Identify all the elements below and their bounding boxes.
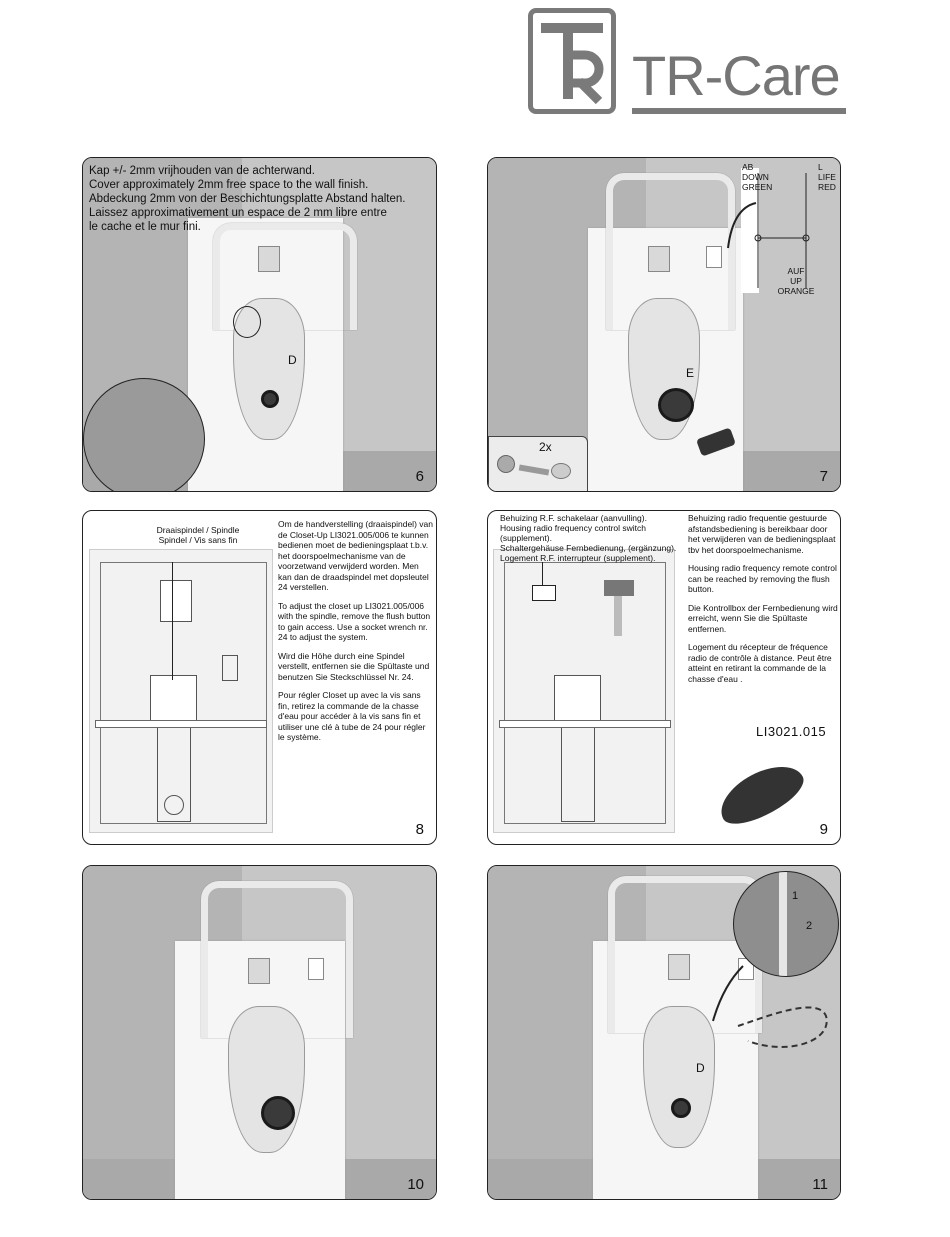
switch-auf: AUF xyxy=(787,266,805,276)
caption-line-5: le cache et le mur fini. xyxy=(89,221,201,233)
zoom-circle xyxy=(233,306,261,338)
step-number: 6 xyxy=(415,468,424,485)
paragraph-fr: Logement du récepteur de fréquence radio de contrôle à distance. Peut être atteint en retirant la commande de la chasse d'eau . xyxy=(688,642,832,684)
paragraph-en: Housing radio frequency remote control can be reached by removing the flush button. xyxy=(688,563,837,594)
switch-red: RED xyxy=(818,182,836,192)
step-10-panel xyxy=(82,865,437,1200)
switch-life: LIFE xyxy=(818,172,836,182)
step-number: 11 xyxy=(812,1176,828,1193)
screws-count: 2x xyxy=(539,440,552,454)
paragraph-de: Die Kontrollbox der Fernbedienung wird erreicht, wenn Sie die Spültaste entfernen. xyxy=(688,602,838,634)
step-number: 9 xyxy=(819,821,828,838)
housing-label-1: Behuizing R.F. schakelaar (aanvulling). xyxy=(500,513,647,523)
caption-line-4: Laissez approximativement un espace de 2 mm libre entre xyxy=(89,207,387,219)
step-number: 8 xyxy=(415,821,424,838)
paragraph-en: To adjust the closet up LI3021.005/006 with the spindle, remove the flush button to gain access. Use a socket wrench nr. 24 to adjust the system. xyxy=(278,600,431,642)
step-2-label: 2 xyxy=(806,920,813,932)
product-code: LI3021.015 xyxy=(756,724,827,739)
switch-up: UP xyxy=(790,276,802,286)
brand-name: TR-Care xyxy=(632,44,840,107)
step-number: 7 xyxy=(819,468,828,485)
housing-label-2: Housing radio frequency control switch (supplement). xyxy=(500,523,646,543)
label-d: D xyxy=(696,1061,705,1075)
tr-monogram-icon xyxy=(533,13,611,109)
detail-circle xyxy=(733,871,839,977)
step-number: 10 xyxy=(407,1176,424,1193)
frame-drawing xyxy=(493,549,675,833)
switch-l: L xyxy=(818,162,823,172)
paragraph-nl: Om de handverstelling (draaispindel) van de Closet-Up LI3021.005/006 te kunnen bedienen moet de bedieningsplaat t.b.v. het doorspoelmechanisme van de voorzetwand verwijderd worden. Men kan dan de draadspindel met dopsleutel 24 verstellen. xyxy=(278,519,433,592)
step-1-label: 1 xyxy=(792,890,799,902)
switch-down: DOWN xyxy=(742,172,769,182)
frame-drawing xyxy=(89,549,273,833)
paragraph-fr: Pour régler Closet up avec la vis sans fin, retirez la commande de la chasse d'eau pour accéder à la vis sans fin et utiliser une clé à tube de 24 pour régler le système. xyxy=(278,690,426,742)
spindle-label-2: Spindel / Vis sans fin xyxy=(158,535,238,545)
detail-circle xyxy=(83,378,205,492)
brand-logo-mark xyxy=(528,8,616,114)
paragraph-nl: Behuizing radio frequentie gestuurde afstandsbediening is bereikbaar door het verwijderen van de bedieningsplaat tbv het doorspoelmechanisme. xyxy=(688,513,836,555)
step-6-panel xyxy=(82,157,437,492)
wiring-diagram xyxy=(488,158,841,492)
step-8-panel xyxy=(82,510,437,845)
caption-line-3: Abdeckung 2mm von der Beschichtungsplatte Abstand halten. xyxy=(89,193,406,205)
spindle-label-1: Draaispindel / Spindle xyxy=(156,525,240,535)
step-7-panel xyxy=(487,157,841,492)
switch-green: GREEN xyxy=(742,182,773,192)
switch-orange: ORANGE xyxy=(777,286,815,296)
caption-line-2: Cover approximately 2mm free space to the wall finish. xyxy=(89,179,369,191)
brand-underline xyxy=(632,108,846,114)
label-e: E xyxy=(686,366,695,380)
remote-control-icon xyxy=(711,754,810,833)
housing-box xyxy=(532,585,556,601)
step-11-panel xyxy=(487,865,841,1200)
switch-ab: AB xyxy=(742,162,754,172)
housing-label-4: Logement R.F. interrupteur (supplement). xyxy=(500,553,656,563)
housing-label-3: Schaltergehäuse Fernbedienung, (ergänzung). xyxy=(500,543,677,553)
paragraph-de: Wird die Höhe durch eine Spindel verstellt, entfernen sie die Spültaste und benutzen Sie Steckschlüssel Nr. 24. xyxy=(278,650,430,682)
step-9-panel xyxy=(487,510,841,845)
label-d: D xyxy=(288,353,297,367)
caption-line-1: Kap +/- 2mm vrijhouden van de achterwand. xyxy=(89,165,315,177)
